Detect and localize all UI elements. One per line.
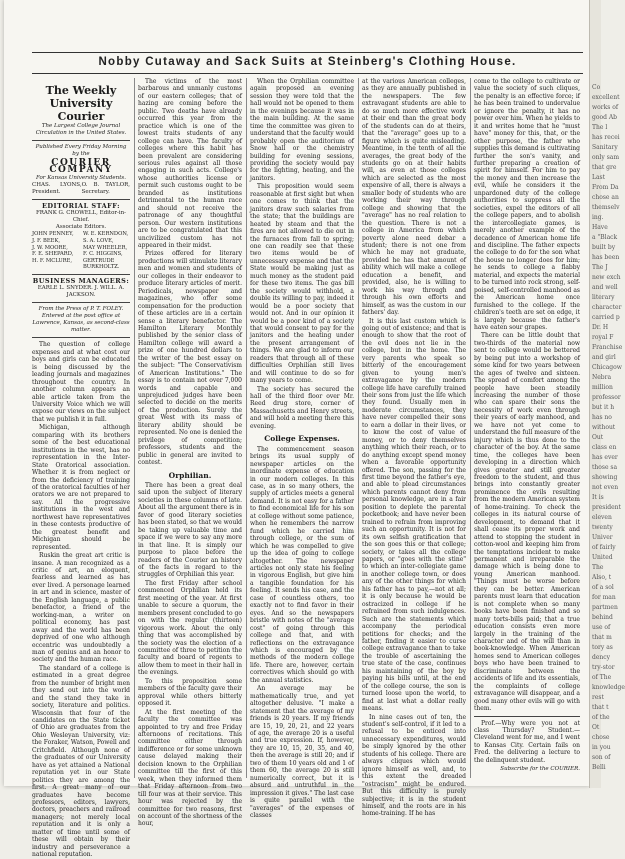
- article-paragraph: There can be little doubt that two-thirds of the material now sent to college would be bettered by being put into a workshop of some kind for two years between the ages of twelve and sixteen. The spread of comfort among the people have been steadily increasing the number of those who can spare their sons the necessity of work even through their years of early manhood, and we have not yet come to understand the full measure of the injury which is thus done to the character of the boy. At the same time, the colleges have been developing in a direction which gives greater and still greater freedom to the student, and thus brings into constantly greater prominence the evils resulting from the modern American system of home-training. To check the colleges in its natural course of development, to demand that it shall cease its proper work and attend to stopping the student in cotton-wool and keeping him from the temptations incident to make permanent and irreparable the damage which is being done to young American manhood. "Things must be worse before they can be better. American parents must learn that education is not complete when so many books have been finished and so many torts-bills paid; that a true education consists even more largely in the training of the character and of the will than in book-knowledge. When American homes send to American colleges boys who have been trained to discriminate between the accidents of life and its essentials, the complaints of college extravagance will disappear, and a good many other evils will go with them.: [474, 332, 580, 713]
- company-name: COURIER COMPANY: [49, 158, 113, 176]
- adjacent-page-fragment: carried p: [592, 314, 620, 321]
- editorial-paragraph: Prizes offered for literary productions will stimulate literary men and women and students of our colleges in their endeavor to produce literary articles of merit. Periodicals, newspaper and magazines, who offer some compensation for the production of these articles are in a certain sense a literary benefactor. The Hamilton Literary Monthly published by the senior class of Hamilton college will award a prize of one hundred dollars to the writer of the best essay on the subject: "The Conservativism of American Institutions." The essay is to contain not over 7,000 words and capable and unprejudiced judges have been selected to decide on the merits of the production. Surely the great West with its mass of literary ability should be represented. No one is denied the privilege of competition; professors, students and the public in general are invited to contest.: [138, 250, 242, 467]
- president-name: CHAS. LYONS, President.: [32, 181, 82, 195]
- adjacent-page-edge: [589, 0, 625, 788]
- adjacent-page-fragment: showing: [592, 474, 618, 481]
- staff-grid: [32, 231, 130, 271]
- article-paragraph: come to the college to cultivate or value the society of such cliques, the penalty is an effective force; if he has been trained to undervalue or ignore the penalty, it has no power over him. When he yields to it and writes home that he "must have" money for this, that, or the other purpose, the father who supplies this demand is cultivating further the son's vanity, and further preparing a creation of spirit for himself. For him to pay the money and then increase the evil, while he considers it the unpardoned duty of the college authorities to suppress all the societies, expel the editors of all the college papers, and to abolish the intercollegiate games, is merely another example of the decadence of American home life and discipline. The father expects the college to do for the son what the house no longer does for him; he sends to college a flabby material, and expects the material to be turned into rock strong, self-poised, self-controlled manhood as the American home once furnished to the college. If the children's teeth are set on edge, it is largely because the father's have eaten sour grapes.: [474, 78, 580, 331]
- adjacent-page-fragment: The l: [592, 124, 608, 131]
- adjacent-page-fragment: those sa: [592, 464, 618, 471]
- staff-name: JOHN PENNEY,: [32, 231, 74, 238]
- editorial-paragraph: Michigan, although comparing with its brothers some of the best educational institutions in the west, has no representation in the Inter-State Oratorical association. Whether it is from neglect or from the deficiency of training of the oratorical faculties of her orators we are not prepared to say. All the progressive institutions in the west and northwest have representatives in these contests productive of the greatest benefit and Michigan should be represented.: [32, 424, 130, 551]
- adjacent-page-fragment: that t: [592, 704, 609, 711]
- entered-line: Entered at the post office at Lawrence, Kansas, as second-class matter.: [32, 313, 130, 334]
- adjacent-page-fragment: The: [592, 564, 604, 571]
- adjacent-page-fragment: for man: [592, 594, 616, 601]
- staff-name: J. W. MOORE,: [32, 244, 68, 251]
- article-paragraph: In nine cases out of ten, the student's self-control, if it led to a refusal to be enticed into unnecessary expenditures, would be simply ignored by the other students of his college. There are always cliques which would ignore himself as well, and, to this extent the dreaded "ostracism" might be endured. But this difficulty is purely subjective; it is in the student himself, and the roots are in his home-training. If he has: [362, 713, 466, 818]
- adjacent-page-fragment: literary: [592, 294, 615, 301]
- staff-name: F. C. HIGGINS,: [83, 251, 123, 258]
- adjacent-page-fragment: behind: [592, 614, 613, 621]
- article-paragraph: To this proposition some members of the faculty gave their approval while others bitterly opposed it.: [138, 677, 242, 708]
- adjacent-page-fragment: partmen: [592, 604, 618, 611]
- article-paragraph: at the various American colleges, as they are annually published in the newspapers. The few extravagant students are able to do so much more effective work at their end than the great body of the students can do at theirs, that the "average" goes up to a figure which is quite misleading. Meantime, in the tenth of all the averages, the great body of the students go on at their habits will, as even at those colleges which are selected as the most expensive of all, there is always a smaller body of students who are working their way through college and showing that the "average" has no real relation to the question. There is not a college in America from which poverty alone need debar a student; there is not one from which he may not graduate, provided he has that amount of ability which will make a college education a benefit, and provided, also, he is willing to work his way through and through his own efforts and himself, as was the custom in our fathers' day.: [362, 78, 466, 317]
- adjacent-page-fragment: United: [592, 554, 613, 561]
- printer-line: From the Press of P. T. FOLEY.: [38, 306, 124, 313]
- adjacent-page-fragment: in you: [592, 744, 611, 751]
- adjacent-page-fragment: has no: [592, 414, 612, 421]
- adjacent-page-fragment: class en: [592, 444, 617, 451]
- adjacent-page-fragment: Univer: [592, 534, 613, 541]
- adjacent-page-fragment: Belli: [592, 764, 606, 771]
- adjacent-page-fragment: ing.: [592, 214, 604, 221]
- staff-name: GERTRUDE BURKHOLTZ.: [83, 257, 120, 271]
- adjacent-page-fragment: has ever: [592, 454, 618, 461]
- editorial-paragraph: Ruskin the great art critic is insane. A man recognized as a critic of art, an eloquent, fearless and learned as has ever lived. A personage learned in art and in science, master of the English language, a public benefactor, a friend of the working-man, a writer on political economy, has past away and the world has been deprived of one who although eccentric was undoubtedly a man of genius and an honor to society and the human race.: [32, 552, 130, 664]
- adjacent-page-fragment: good Ab: [592, 114, 617, 121]
- adjacent-page-fragment: character: [592, 304, 622, 311]
- adjacent-page-fragment: not even: [592, 484, 619, 491]
- staff-name: MAY WHEELER,: [83, 244, 128, 251]
- column-5: [474, 78, 580, 778]
- section-title-orphilian: Orphilian.: [168, 470, 212, 480]
- adjacent-page-fragment: rest: [592, 694, 604, 701]
- adjacent-page-fragment: new exch: [592, 274, 621, 281]
- adjacent-page-fragment: Co: [592, 84, 601, 91]
- adjacent-page-fragment: and girl: [592, 354, 616, 361]
- business-managers-heading: BUSINESS MANAGERS:: [32, 276, 130, 285]
- adjacent-page-fragment: without: [592, 424, 616, 431]
- adjacent-page-fragment: From Da: [592, 184, 619, 191]
- adjacent-page-fragment: that gre: [592, 164, 617, 171]
- editorial-paragraph: The question of college expenses and at what cost our boys and girls can be educated is being discussed by the leading journals and magazines throughout the country. In another column appears an able article taken from the University Voice which we will expose our views on the subject that we publish it in full.: [32, 341, 130, 423]
- divider: [32, 140, 130, 141]
- article-paragraph: This proposition would seem reasonable at first sight but when one comes to think that the janitors draw such salaries from the state; that the buildings are heated by steam and that the fires are not allowed to die out in the furnaces from fall to spring; one can readily see that these two items would be of unnecessary expense and that the State would be making just as much money as the student paid for these two items. The gas bill the society would withhold, a double its willing to pay, indeed it would be a poor society that would not. And in our opinion it would be a poor kind of a society that would consent to pay for the janitors and the heating under the present arrangement of things. We are glad to inform our readers that through all of these difficulties Orphilian still lives and will continue to do so for many years to come.: [250, 183, 354, 385]
- column-rule: [246, 78, 247, 778]
- column-2: [138, 78, 242, 828]
- divider: [32, 274, 130, 275]
- adjacent-page-fragment: but it h: [592, 404, 615, 411]
- adjacent-page-fragment: son of: [592, 754, 611, 761]
- adjacent-page-fragment: built by: [592, 244, 616, 251]
- article-paragraph: It is this last custom which is going out of existence; and that is enough to show that the root of the evil does not lie in the college, but in the home. The very parents who speak so bitterly of the encouragement given to young men's extravagance by the modern college life have carefully trained their sons from just the life which they found. Usually men in moderate circumstances, they have never compelled their sons to earn a dollar in their lives, or to know the cost of value of money, or to deny themselves anything which their reach, or to do anything except spend money when a favorable opportunity offered. The son, passing for the first time beyond the father's eye, and able to plead circumstances which parents cannot deny from personal knowledge, are in a fair position to deplete the parental pocketbook; and have never been trained to refrain from improving such an opportunity. It is not for its own selfish gratification that the son goes this or that college; society, or takes all the college papers, or "goes with the stine" to which an inter-collegiate game in another college town, or does any of the other things for which his father has to pay,—not at all; it is only because he would be ostracized in college if he refrained from such indulgences. Such are the statements which accompany the periodical petitions for checks; and the father, finding it easier to curse college extravagance than to take the trouble of ascertaining the true state of the case, continues his maintaining of the boy by paying his bills until, at the end of the college course, the son is turned loose upon the world, to find at last what a dollar really means.: [362, 317, 466, 713]
- editorial-paragraph: The victims of the most barbarous and unmanly customs of our eastern colleges; that of hazing are coming before the public. Two deaths have already occurred this year from the practice which is one of the lowest traits students of any college can have. The faculty of colleges where this habit has been prevalent are considering serious rules against all those engaging in such acts. College's whose authorities license or permit such customs ought to be branded as institutions detrimental to the human race and should not receive the patronage of any thoughtful person. Our western institutions are to be congratulated that this uncivilized custom has not appeared in their midst.: [138, 78, 242, 249]
- subscribe-notice: Subscribe for the COURIER.: [500, 766, 580, 773]
- adjacent-page-fragment: royal F: [592, 334, 614, 341]
- staff-name: W. E. KERNDON,: [83, 231, 129, 238]
- column-3: [250, 78, 354, 819]
- editorial-staff-heading: EDITORIAL STAFF:: [41, 201, 121, 210]
- article-paragraph: An average may be mathematically true, and yet altogether delusive. "I make a statement that the average of my friends is 20 years. If my friends are 15, 19, 20, 21, and 22 years of age, the average 20 is a useful and true expression. If, however, they are 10, 15, 20, 35, and 40, then the average is still 20; and if two of them 10 years old and 1 of them 60, the average 20 is still numerically correct, but it is absurd and untruthful in the impression it gives." The last case is quite parallel with the "averages" of the expenses of classes: [250, 685, 354, 819]
- officers-row: [32, 182, 130, 196]
- editor-in-chief: FRANK G. CROWELL, Editor-in-Chief.: [35, 210, 127, 224]
- masthead-title: The Weekly University Courier: [45, 84, 117, 123]
- adjacent-page-fragment: It is: [592, 494, 604, 501]
- adjacent-page-fragment: a "Black: [592, 234, 618, 241]
- adjacent-page-fragment: dency: [592, 654, 611, 661]
- adjacent-page-fragment: Ot: [592, 724, 600, 731]
- column-1: [32, 78, 130, 859]
- article-paragraph: The first Friday after school commenced Orphilian held its first meeting of the year. At first unable to secure a quorum, the members present concluded to go on with the regular (thirteen) vigorous work. About the only thing that was accomplished by the society was the election of a committee of three to petition the faculty and board of regents to allow them to meet in their hall in the evenings.: [138, 579, 242, 677]
- adjacent-page-fragment: knowledge: [592, 684, 625, 691]
- staff-left: [32, 231, 79, 271]
- divider: [474, 716, 580, 717]
- staff-name: F. E. SHEPARD,: [32, 251, 74, 258]
- article-paragraph: When the Orphilian committee again proposed an evening session they were told that the hall would not be opened to them in the evenings because it was in the main building. At the same time the committee was given to understand that the faculty would probably open the auditorium of Snow hall or the chemistry building for evening sessions, providing the society would pay for the lighting, heating, and the janitors.: [250, 78, 354, 182]
- newspaper-page: [4, 0, 589, 859]
- column-rule: [134, 78, 135, 778]
- adjacent-page-fragment: tory as: [592, 644, 613, 651]
- adjacent-page-fragment: Chicagow: [592, 364, 622, 371]
- article-paragraph: The society has secured the hall of the third floor over Mr. Reed drug store, corner of Massachusetts and Henry streets, and will hold a meeting there this evening.: [250, 385, 354, 430]
- adjacent-page-fragment: try-stor: [592, 664, 615, 671]
- anecdote-paragraph: Prof.—Why were you not at class Thursday? Student.—Cleveland went for me, and I went to Kansas City. Certain fails on Fred. the delivering a lecture to the delinquent student.: [474, 719, 580, 764]
- adjacent-page-fragment: of The: [592, 674, 612, 681]
- adjacent-page-fragment: professor: [592, 394, 621, 401]
- adjacent-page-fragment: Sanitary: [592, 144, 618, 151]
- section-title-college-expenses: College Expenses.: [264, 434, 340, 444]
- divider: [32, 302, 130, 303]
- article-paragraph: At the first meeting of the faculty the committee was appointed to try and free Friday afternoons of recitations. This committee either through indifference or for some unknown cause delayed making their decision known to the Orphilian committee till the first of this week, when they informed them that Friday afternoon from two till four was at their service. This hour was rejected by the committee for two reasons, first on account of the shortness of the hour,: [138, 708, 242, 828]
- masthead-tagline: The Largest College Journal Circulation in the United States.: [35, 123, 127, 136]
- adjacent-page-fragment: Have: [592, 224, 608, 231]
- column-rule: [358, 78, 359, 778]
- adjacent-page-fragment: president: [592, 504, 621, 511]
- adjacent-page-fragment: has been: [592, 254, 620, 261]
- staff-right: [83, 231, 130, 271]
- published-line: Published Every Friday Morning by the: [35, 144, 127, 157]
- adjacent-page-fragment: Nebra: [592, 374, 612, 381]
- adjacent-page-fragment: Out: [592, 434, 604, 441]
- adjacent-page-fragment: of a sol: [592, 584, 614, 591]
- editorial-paragraph: The standard of a college is estimated in a great degree from the number of bright men they send out into the world and the stand they take in society, literature and politics. Wisconsin that four of the candidates on the State ticket of Ohio are graduates from the Ohio Wesleyan University, viz: the Foraker, Watson, Powell and Critchfield. Although none of the graduates of our University have as yet attained a National reputation yet in our State politics they are among the first. A great many of our graduates have become professors, editors, lawyers, doctors, preachers and railroad managers; not merely local reputation and it is only a matter of time until some of these will obtain by their industry and perseverance a national reputation.: [32, 664, 130, 859]
- adjacent-page-fragment: Dr. H: [592, 324, 609, 331]
- column-4: [362, 78, 466, 818]
- adjacent-page-fragment: of the: [592, 714, 610, 721]
- adjacent-page-fragment: Franchise: [592, 344, 623, 351]
- adjacent-page-fragment: and well: [592, 284, 618, 291]
- staff-name: J. F. BEEK,: [32, 237, 60, 244]
- adjacent-page-fragment: use of: [592, 624, 611, 631]
- adjacent-page-fragment: chose an: [592, 194, 619, 201]
- adjacent-page-fragment: Also, t: [592, 574, 612, 581]
- adjacent-page-fragment: excellent: [592, 94, 620, 101]
- business-managers-names: EARLE L. SNYDER. J. WILL. A. JACKSON.: [37, 285, 125, 299]
- adjacent-page-fragment: has recei: [592, 134, 620, 141]
- article-paragraph: There has been a great deal said upon the subject of literary societies in these columns of late. About all the argument there is in favor of good literary societies has been stated, so that we would be taking up valuable time and space if we were to say any more in that line. It is simply our purpose to place before the readers of the Courier an history of the facts in regard to the struggles of Orphilian this year.: [138, 482, 242, 579]
- column-rule: [470, 78, 471, 778]
- adjacent-page-fragment: chose: [592, 734, 610, 741]
- staff-name: S. A. LOVE,: [83, 237, 114, 244]
- adjacent-page-fragment: Last: [592, 174, 606, 181]
- adjacent-page-fragment: that m: [592, 634, 612, 641]
- adjacent-page-fragment: of fairly: [592, 544, 616, 551]
- adjacent-page-fragment: eleven: [592, 514, 612, 521]
- adjacent-page-fragment: only sam: [592, 154, 620, 161]
- adjacent-page-fragment: twenty: [592, 524, 613, 531]
- adjacent-page-fragment: works of: [592, 104, 619, 111]
- advertisement-banner: [32, 52, 583, 74]
- associate-editors-label: Associate Editors.: [55, 224, 107, 231]
- divider: [32, 199, 130, 200]
- adjacent-page-fragment: million: [592, 384, 613, 391]
- advertisement-text: Nobby Cutaway and Sack Suits at Steinberg's Clothing House.: [98, 56, 517, 68]
- divider: [32, 337, 130, 338]
- staff-name: H. F. MCLURE,: [32, 257, 73, 264]
- article-paragraph: The commencement season brings its usual supply of newspaper articles on the inordinate expense of education in our modern colleges. In this case, as in so many others, the supply of articles meets a general demand. It is not easy for a father to find economical life for his son at college without some patience, when he remembers the narrow fund which he carried him through college, or the sum of which he was compelled to give up the idea of going to college altogether. The newspaper articles not only state his feeling in vigorous English, but give him a tangible foundation for his feeling. It sends his case, and the case of countless others, too exactly not to find favor in their eyes. And so the newspapers bristle with notes of the "average cost" of going through this college and that, and with reflections on the extravagance which is encouraged by the methods of the modern college life. There are, however, certain correctives which should go with the annual statistics.: [250, 445, 354, 684]
- for-students-line: For Kansas University Students.: [35, 174, 126, 181]
- secretary-name: O. B. TAYLOR, Secretary.: [81, 181, 130, 195]
- adjacent-page-fragment: themselv: [592, 204, 620, 211]
- adjacent-page-fragment: The J: [592, 264, 608, 271]
